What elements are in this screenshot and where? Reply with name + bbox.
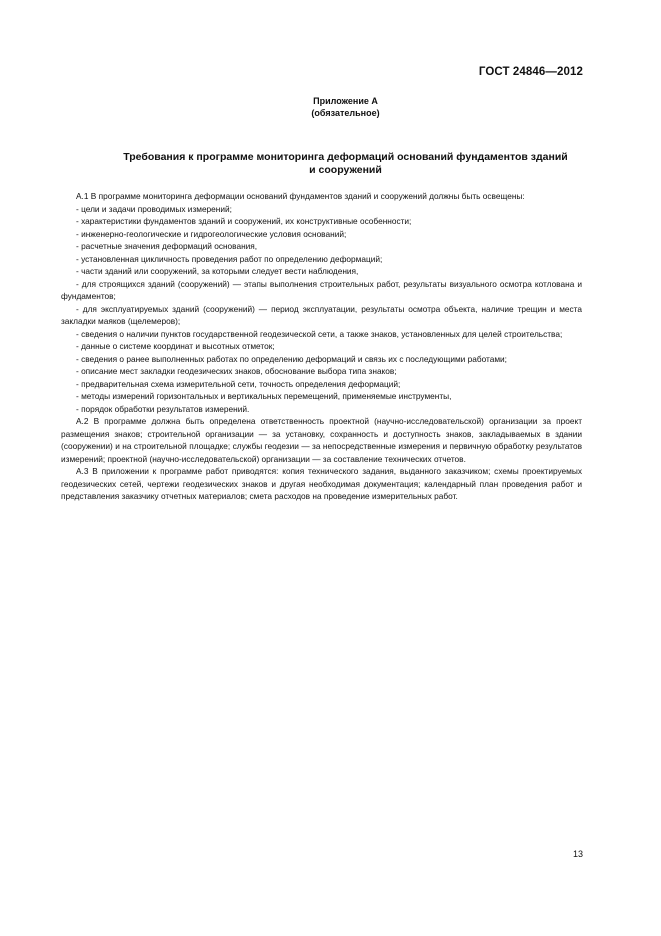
list-item: - расчетные значения деформаций основания, — [76, 241, 258, 251]
list-item: - сведения о ранее выполненных работах по определению деформаций и связь их с последующими работами; — [76, 353, 507, 364]
document-body — [61, 190, 582, 503]
page-number: 13 — [572, 849, 583, 859]
paragraph-a2: А.2 В программе должна быть определена ответственность проектной (научно-исследовательской) организации за проект размещения знаков; строительной организации — за установку, сохранность и доступность знаков, закладываемых в здании (сооружении) и на строительной площадке; службы геодезии — за непосредственные измерения и первичную обработку результатов измерений; проектной (научно-исследовательской) организации — за составление технических отчетов. — [61, 416, 582, 464]
list-item: - описание мест закладки геодезических знаков, обоснование выбора типа знаков; — [76, 366, 397, 376]
list-item: - данные о системе координат и высотных отметок; — [76, 341, 275, 351]
list-item: - методы измерений горизонтальных и вертикальных перемещений, применяемые инструменты, — [76, 391, 452, 401]
list-item: - порядок обработки результатов измерений. — [76, 403, 250, 414]
list-item: - части зданий или сооружений, за которыми следует вести наблюдения, — [76, 266, 359, 276]
section-title-line-1: Требования к программе мониторинга деформаций оснований фундаментов зданий — [123, 151, 568, 163]
appendix-label: Приложение А — [313, 96, 378, 106]
appendix-heading — [0, 95, 661, 119]
list-item: - инженерно-геологические и гидрогеологические условия оснований; — [76, 228, 347, 239]
list-item: - предварительная схема измерительной сети, точность определения деформаций; — [76, 378, 401, 389]
list-item: - характеристики фундаментов зданий и сооружений, их конструктивные особенности; — [76, 216, 412, 226]
section-title — [0, 151, 661, 177]
list-item: - установленная цикличность проведения работ по определению деформаций; — [76, 253, 383, 264]
list-item: - сведения о наличии пунктов государственной геодезической сети, а также знаков, установленных для целей строительства; — [76, 328, 563, 339]
paragraph-a3: А.3 В приложении к программе работ приводятся: копия технического задания, выданного заказчиком; схемы проектируемых геодезических сетей, чертежи геодезических знаков и другая необходимая документация; календарный план проведения работ и представления заказчику отчетных материалов; смета расходов на проведение измерительных работ. — [61, 466, 582, 501]
paragraph-a1-intro: А.1 В программе мониторинга деформации оснований фундаментов зданий и сооружений должны быть освещены: — [76, 191, 525, 201]
document-code: ГОСТ 24846—2012 — [478, 66, 583, 78]
section-title-line-2: и сооружений — [309, 164, 382, 176]
appendix-status: (обязательное) — [311, 108, 380, 118]
list-item: - для строящихся зданий (сооружений) — этапы выполнения строительных работ, результаты визуального осмотра котлована и фундаментов; — [61, 278, 582, 301]
list-item: - цели и задачи проводимых измерений; — [76, 203, 232, 214]
list-item: - для эксплуатируемых зданий (сооружений) — период эксплуатации, результаты осмотра объекта, наличие трещин и места закладки маяков (щелемеров); — [61, 303, 582, 326]
